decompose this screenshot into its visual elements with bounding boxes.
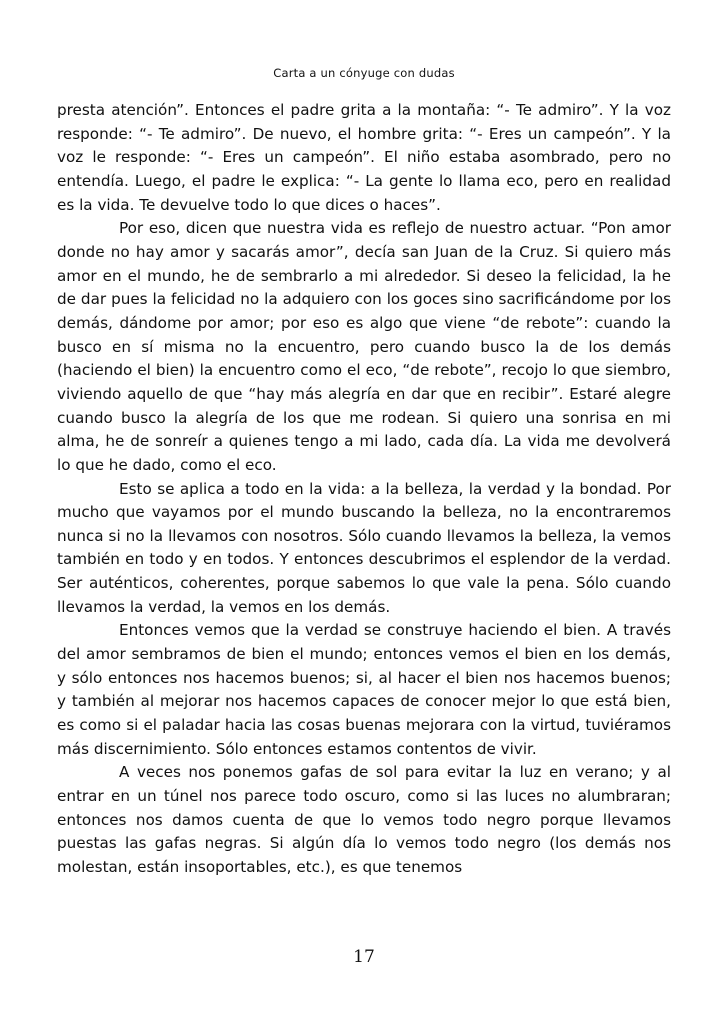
paragraph-reflejo: Por eso, dicen que nuestra vida es reflejo de nuestro actuar. “Pon amor donde no hay amor y sacarás amor”, decía san Juan de la Cruz. Si quiero más amor en el mundo, he de sembrarlo a mi alrededor. Si deseo la felicidad, la he de dar pues la felicidad no la adquiero con los goces sino sacrificándome por los demás, dándome por amor; por eso es algo que viene “de rebote”: cuando la busco en sí misma no la encuentro, pero cuando busco la de los demás (haciendo el bien) la encuentro como el eco, “de rebote”, recojo lo que siembro, viviendo aquello de que “hay más alegría en dar que en recibir”. Estaré alegre cuando busco la alegría de los que me rodean. Si quiero una sonrisa en mi alma, he de sonreír a quienes tengo a mi lado, cada día. La vida me devolverá lo que he dado, como el eco. (57, 219, 671, 474)
paragraph-continuation: presta atención”. Entonces el padre grita a la montaña: “- Te admiro”. Y la voz responde: “- Te admiro”. De nuevo, el hombre grita: “- Eres un campeón”. Y la voz le responde: “- Eres un campeón”. El niño estaba asombrado, pero no entendía. Luego, el padre le explica: “- La gente lo llama eco, pero en realidad es la vida. Te devuelve todo lo que dices o haces”. (57, 101, 671, 214)
paragraph-gafas: A veces nos ponemos gafas de sol para evitar la luz en verano; y al entrar en un túnel nos parece todo oscuro, como si las luces no alumbraran; entonces nos damos cuenta de que lo vemos todo negro porque llevamos puestas las gafas negras. Si algún día lo vemos todo negro (los demás nos molestan, están insoportables, etc.), es que tenemos (57, 763, 671, 876)
paragraph-belleza: Esto se aplica a todo en la vida: a la belleza, la verdad y la bondad. Por mucho que vayamos por el mundo buscando la belleza, no la encontraremos nunca si no la llevamos con nosotros. Sólo cuando llevamos la belleza, la vemos también en todo y en todos. Y entonces descubrimos el esplendor de la verdad. Ser auténticos, coherentes, porque sabemos lo que vale la pena. Sólo cuando llevamos la verdad, la vemos en los demás. (57, 479, 671, 616)
running-header-title: Carta a un cónyuge con dudas (273, 66, 455, 80)
paragraph-verdad: Entonces vemos que la verdad se construye haciendo el bien. A través del amor sembramos de bien el mundo; entonces vemos el bien en los demás, y sólo entonces nos hacemos buenos; si, al hacer el bien nos hacemos buenos; y también al mejorar nos hacemos capaces de conocer mejor lo que está bien, es como si el paladar hacia las cosas buenas mejorara con la virtud, tuviéramos más discernimiento. Sólo entonces estamos contentos de vivir. (57, 621, 671, 758)
body-text (57, 99, 671, 880)
page-number: 17 (353, 947, 375, 967)
